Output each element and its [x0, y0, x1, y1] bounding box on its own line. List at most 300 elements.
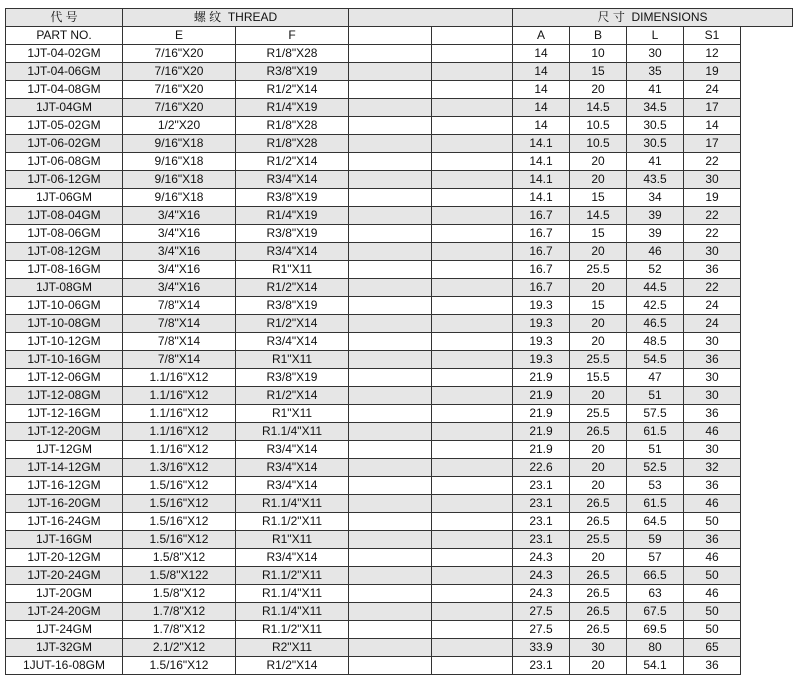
- dim-s1-cell: 65: [684, 639, 741, 657]
- table-body: [6, 45, 793, 675]
- dim-a-cell: 24.3: [513, 567, 570, 585]
- part-no-cell: 1JT-24-20GM: [6, 603, 123, 621]
- thread-e-cell: 1.5/16"X12: [123, 495, 236, 513]
- dim-b-cell: 20: [570, 657, 627, 675]
- dim-s1-cell: 50: [684, 567, 741, 585]
- blank-cell: [349, 135, 432, 153]
- dim-s1-cell: 36: [684, 477, 741, 495]
- dim-s1-cell: 22: [684, 225, 741, 243]
- dim-l-cell: 41: [627, 153, 684, 171]
- dim-l-cell: 43.5: [627, 171, 684, 189]
- dim-a-cell: 14: [513, 63, 570, 81]
- dim-s1-cell: 30: [684, 171, 741, 189]
- blank-cell: [432, 315, 513, 333]
- dim-b-cell: 26.5: [570, 621, 627, 639]
- thread-e-cell: 1.3/16"X12: [123, 459, 236, 477]
- blank-cell: [349, 531, 432, 549]
- thread-f-cell: R3/4"X14: [236, 243, 349, 261]
- dim-s1-cell: 46: [684, 585, 741, 603]
- blank-cell: [432, 549, 513, 567]
- part-no-cell: 1JT-04GM: [6, 99, 123, 117]
- blank-cell: [432, 621, 513, 639]
- dim-a-cell: 14.1: [513, 171, 570, 189]
- thread-f-cell: R1"X11: [236, 351, 349, 369]
- part-no-cell: 1JT-16-20GM: [6, 495, 123, 513]
- dim-b-cell: 26.5: [570, 423, 627, 441]
- dim-s1-cell: 46: [684, 423, 741, 441]
- dim-b-cell: 20: [570, 243, 627, 261]
- thread-f-cell: R1/8"X28: [236, 117, 349, 135]
- thread-e-cell: 7/8"X14: [123, 297, 236, 315]
- thread-e-cell: 7/16"X20: [123, 63, 236, 81]
- dim-l-cell: 61.5: [627, 423, 684, 441]
- part-no-cell: 1JT-32GM: [6, 639, 123, 657]
- blank-cell: [349, 99, 432, 117]
- a-header: A: [513, 27, 570, 45]
- dim-b-cell: 20: [570, 477, 627, 495]
- table-row: [6, 423, 793, 441]
- blank-header-cell: [349, 9, 513, 27]
- part-no-cell: 1JT-06-12GM: [6, 171, 123, 189]
- blank-cell: [432, 81, 513, 99]
- blank-cell: [432, 585, 513, 603]
- dim-l-cell: 64.5: [627, 513, 684, 531]
- dim-a-cell: 16.7: [513, 225, 570, 243]
- dim-l-cell: 35: [627, 63, 684, 81]
- part-no-cell: 1JT-12-06GM: [6, 369, 123, 387]
- blank-cell: [349, 189, 432, 207]
- blank-cell: [349, 171, 432, 189]
- dim-a-cell: 14.1: [513, 189, 570, 207]
- table-row: [6, 315, 793, 333]
- dimensions-header-en: DIMENSIONS: [631, 10, 708, 24]
- thread-e-cell: 1.5/8"X122: [123, 567, 236, 585]
- table-row: [6, 441, 793, 459]
- part-no-cell: 1JT-16-12GM: [6, 477, 123, 495]
- thread-e-cell: 1.5/16"X12: [123, 513, 236, 531]
- table-row: [6, 459, 793, 477]
- dim-a-cell: 23.1: [513, 513, 570, 531]
- table-row: [6, 405, 793, 423]
- dim-s1-cell: 46: [684, 549, 741, 567]
- l-header: L: [627, 27, 684, 45]
- table-row: [6, 279, 793, 297]
- blank-cell: [349, 423, 432, 441]
- thread-f-cell: R3/4"X14: [236, 459, 349, 477]
- dim-b-cell: 20: [570, 549, 627, 567]
- dim-s1-cell: 50: [684, 603, 741, 621]
- blank-cell: [432, 225, 513, 243]
- dim-b-cell: 25.5: [570, 261, 627, 279]
- thread-f-cell: R1.1/4"X11: [236, 423, 349, 441]
- dim-s1-cell: 19: [684, 63, 741, 81]
- thread-f-cell: R1/2"X14: [236, 81, 349, 99]
- dim-a-cell: 16.7: [513, 261, 570, 279]
- dim-s1-cell: 30: [684, 243, 741, 261]
- blank-cell: [349, 117, 432, 135]
- thread-e-cell: 2.1/2"X12: [123, 639, 236, 657]
- dim-l-cell: 39: [627, 225, 684, 243]
- blank-cell: [432, 171, 513, 189]
- table-row: [6, 585, 793, 603]
- blank-cell: [349, 243, 432, 261]
- dim-a-cell: 27.5: [513, 621, 570, 639]
- blank-cell: [432, 495, 513, 513]
- thread-e-cell: 1.5/8"X12: [123, 585, 236, 603]
- blank-header-cell: [432, 27, 513, 45]
- thread-f-cell: R3/8"X19: [236, 369, 349, 387]
- dim-a-cell: 23.1: [513, 531, 570, 549]
- dim-a-cell: 33.9: [513, 639, 570, 657]
- blank-cell: [432, 45, 513, 63]
- dim-b-cell: 25.5: [570, 405, 627, 423]
- table-row: [6, 207, 793, 225]
- table-row: [6, 567, 793, 585]
- dim-s1-cell: 32: [684, 459, 741, 477]
- part-no-cell: 1JT-06-08GM: [6, 153, 123, 171]
- blank-cell: [349, 657, 432, 675]
- dim-a-cell: 23.1: [513, 477, 570, 495]
- dim-b-cell: 10: [570, 45, 627, 63]
- thread-f-cell: R1.1/4"X11: [236, 495, 349, 513]
- thread-f-cell: R3/4"X14: [236, 549, 349, 567]
- blank-header-cell: [349, 27, 432, 45]
- dim-l-cell: 51: [627, 441, 684, 459]
- thread-f-cell: R1/2"X14: [236, 657, 349, 675]
- dim-a-cell: 14.1: [513, 135, 570, 153]
- dim-l-cell: 52.5: [627, 459, 684, 477]
- dim-a-cell: 21.9: [513, 387, 570, 405]
- dim-l-cell: 34: [627, 189, 684, 207]
- thread-f-cell: R3/4"X14: [236, 171, 349, 189]
- dim-s1-cell: 36: [684, 405, 741, 423]
- blank-cell: [432, 441, 513, 459]
- table-row: [6, 117, 793, 135]
- blank-cell: [349, 459, 432, 477]
- part-no-cell: 1JT-08-06GM: [6, 225, 123, 243]
- blank-cell: [432, 261, 513, 279]
- dim-a-cell: 14.1: [513, 153, 570, 171]
- blank-cell: [349, 405, 432, 423]
- thread-e-cell: 3/4"X16: [123, 207, 236, 225]
- dim-l-cell: 66.5: [627, 567, 684, 585]
- dim-a-cell: 16.7: [513, 243, 570, 261]
- blank-cell: [349, 387, 432, 405]
- part-no-cell: 1JT-16-24GM: [6, 513, 123, 531]
- dim-a-cell: 23.1: [513, 657, 570, 675]
- blank-cell: [432, 153, 513, 171]
- dim-s1-cell: 50: [684, 513, 741, 531]
- dim-s1-cell: 30: [684, 387, 741, 405]
- thread-e-cell: 7/8"X14: [123, 315, 236, 333]
- blank-cell: [432, 459, 513, 477]
- table-row: [6, 477, 793, 495]
- thread-f-cell: R1/2"X14: [236, 387, 349, 405]
- blank-cell: [349, 261, 432, 279]
- dim-b-cell: 15.5: [570, 369, 627, 387]
- part-no-cell: 1JT-20-12GM: [6, 549, 123, 567]
- thread-f-cell: R3/4"X14: [236, 477, 349, 495]
- dim-s1-cell: 17: [684, 135, 741, 153]
- table-row: [6, 603, 793, 621]
- table-row: [6, 63, 793, 81]
- part-no-cell: 1JT-08-16GM: [6, 261, 123, 279]
- blank-cell: [349, 315, 432, 333]
- table-row: [6, 369, 793, 387]
- thread-e-cell: 9/16"X18: [123, 135, 236, 153]
- thread-e-cell: 9/16"X18: [123, 171, 236, 189]
- thread-e-cell: 9/16"X18: [123, 189, 236, 207]
- dimensions-header-cn: 尺 寸: [597, 10, 625, 24]
- table-row: [6, 531, 793, 549]
- table-row: [6, 333, 793, 351]
- thread-e-cell: 1.7/8"X12: [123, 603, 236, 621]
- table-row: [6, 171, 793, 189]
- header-row-2: [6, 27, 793, 45]
- dim-a-cell: 16.7: [513, 279, 570, 297]
- part-no-cell: 1JT-14-12GM: [6, 459, 123, 477]
- blank-cell: [349, 45, 432, 63]
- table-row: [6, 189, 793, 207]
- dim-b-cell: 10.5: [570, 117, 627, 135]
- table-row: [6, 621, 793, 639]
- thread-f-cell: R1/2"X14: [236, 315, 349, 333]
- dim-s1-cell: 30: [684, 333, 741, 351]
- dim-l-cell: 41: [627, 81, 684, 99]
- thread-e-cell: 7/16"X20: [123, 45, 236, 63]
- part-no-cell: 1JT-10-06GM: [6, 297, 123, 315]
- dim-b-cell: 14.5: [570, 207, 627, 225]
- blank-cell: [349, 549, 432, 567]
- thread-f-cell: R1/8"X28: [236, 135, 349, 153]
- blank-cell: [432, 243, 513, 261]
- blank-cell: [349, 279, 432, 297]
- part-no-cell: 1JT-16GM: [6, 531, 123, 549]
- thread-f-cell: R1.1/4"X11: [236, 585, 349, 603]
- part-no-cell: 1JT-10-16GM: [6, 351, 123, 369]
- dim-s1-cell: 24: [684, 81, 741, 99]
- thread-e-cell: 3/4"X16: [123, 225, 236, 243]
- s1-header: S1: [684, 27, 741, 45]
- dim-l-cell: 46: [627, 243, 684, 261]
- blank-cell: [349, 63, 432, 81]
- thread-f-cell: R1/2"X14: [236, 153, 349, 171]
- part-no-cell: 1JT-20-24GM: [6, 567, 123, 585]
- table-row: [6, 153, 793, 171]
- dim-l-cell: 47: [627, 369, 684, 387]
- blank-cell: [349, 603, 432, 621]
- dim-s1-cell: 14: [684, 117, 741, 135]
- dim-s1-cell: 50: [684, 621, 741, 639]
- dim-a-cell: 14: [513, 45, 570, 63]
- part-no-header: PART NO.: [6, 27, 123, 45]
- thread-header-cn: 螺 纹: [193, 10, 222, 24]
- blank-cell: [349, 585, 432, 603]
- dim-a-cell: 21.9: [513, 405, 570, 423]
- dim-l-cell: 57: [627, 549, 684, 567]
- dim-b-cell: 15: [570, 189, 627, 207]
- blank-cell: [432, 477, 513, 495]
- thread-f-cell: R3/4"X14: [236, 333, 349, 351]
- dim-b-cell: 14.5: [570, 99, 627, 117]
- dim-l-cell: 53: [627, 477, 684, 495]
- dim-b-cell: 15: [570, 63, 627, 81]
- dim-l-cell: 42.5: [627, 297, 684, 315]
- thread-e-cell: 7/16"X20: [123, 99, 236, 117]
- blank-cell: [432, 639, 513, 657]
- table-row: [6, 657, 793, 675]
- part-no-cell: 1JT-05-02GM: [6, 117, 123, 135]
- dim-s1-cell: 36: [684, 531, 741, 549]
- thread-e-cell: 9/16"X18: [123, 153, 236, 171]
- table-row: [6, 639, 793, 657]
- part-no-cell: 1JT-06-02GM: [6, 135, 123, 153]
- thread-e-cell: 1.1/16"X12: [123, 423, 236, 441]
- dim-a-cell: 23.1: [513, 495, 570, 513]
- dim-s1-cell: 30: [684, 369, 741, 387]
- dim-l-cell: 69.5: [627, 621, 684, 639]
- dim-b-cell: 20: [570, 441, 627, 459]
- dim-a-cell: 21.9: [513, 369, 570, 387]
- dim-b-cell: 25.5: [570, 531, 627, 549]
- blank-cell: [349, 477, 432, 495]
- thread-dimensions-table: [5, 8, 793, 675]
- dim-l-cell: 80: [627, 639, 684, 657]
- table-row: [6, 513, 793, 531]
- blank-cell: [349, 81, 432, 99]
- part-no-cell: 1JT-12-08GM: [6, 387, 123, 405]
- blank-cell: [432, 567, 513, 585]
- b-header: B: [570, 27, 627, 45]
- dim-a-cell: 14: [513, 81, 570, 99]
- thread-e-cell: 1.5/16"X12: [123, 477, 236, 495]
- blank-cell: [432, 513, 513, 531]
- dim-a-cell: 22.6: [513, 459, 570, 477]
- thread-e-cell: 1.1/16"X12: [123, 405, 236, 423]
- dimensions-header: [513, 9, 793, 27]
- table-row: [6, 261, 793, 279]
- thread-f-cell: R1/2"X14: [236, 279, 349, 297]
- part-no-cell: 1JT-12-20GM: [6, 423, 123, 441]
- blank-cell: [432, 135, 513, 153]
- dim-s1-cell: 24: [684, 315, 741, 333]
- thread-f-cell: R1/4"X19: [236, 207, 349, 225]
- thread-e-cell: 1.5/16"X12: [123, 531, 236, 549]
- thread-f-cell: R3/8"X19: [236, 189, 349, 207]
- dim-l-cell: 46.5: [627, 315, 684, 333]
- dim-b-cell: 20: [570, 315, 627, 333]
- blank-cell: [432, 369, 513, 387]
- dim-a-cell: 27.5: [513, 603, 570, 621]
- part-no-cell: 1JT-12-16GM: [6, 405, 123, 423]
- thread-f-cell: R1.1/2"X11: [236, 621, 349, 639]
- thread-e-cell: 1.5/8"X12: [123, 549, 236, 567]
- part-no-cell: 1JT-10-08GM: [6, 315, 123, 333]
- thread-f-cell: R1/4"X19: [236, 99, 349, 117]
- dim-a-cell: 14: [513, 117, 570, 135]
- thread-f-cell: R2"X11: [236, 639, 349, 657]
- part-no-cell: 1JT-04-06GM: [6, 63, 123, 81]
- thread-f-cell: R3/4"X14: [236, 441, 349, 459]
- thread-f-cell: R3/8"X19: [236, 225, 349, 243]
- dim-l-cell: 39: [627, 207, 684, 225]
- dim-l-cell: 54.1: [627, 657, 684, 675]
- dim-l-cell: 30: [627, 45, 684, 63]
- blank-cell: [432, 333, 513, 351]
- blank-cell: [349, 297, 432, 315]
- code-header-cn: 代 号: [6, 9, 123, 27]
- dim-b-cell: 15: [570, 297, 627, 315]
- table-row: [6, 297, 793, 315]
- thread-f-cell: R1/8"X28: [236, 45, 349, 63]
- dim-b-cell: 26.5: [570, 567, 627, 585]
- table-row: [6, 135, 793, 153]
- blank-cell: [349, 621, 432, 639]
- thread-f-cell: R1"X11: [236, 261, 349, 279]
- table-row: [6, 243, 793, 261]
- dim-a-cell: 16.7: [513, 207, 570, 225]
- blank-cell: [349, 495, 432, 513]
- thread-e-cell: 3/4"X16: [123, 261, 236, 279]
- part-no-cell: 1JUT-16-08GM: [6, 657, 123, 675]
- table-row: [6, 387, 793, 405]
- dim-s1-cell: 36: [684, 261, 741, 279]
- blank-cell: [432, 99, 513, 117]
- blank-cell: [432, 189, 513, 207]
- thread-e-cell: 7/16"X20: [123, 81, 236, 99]
- dim-a-cell: 19.3: [513, 297, 570, 315]
- part-no-cell: 1JT-20GM: [6, 585, 123, 603]
- table-row: [6, 495, 793, 513]
- dim-l-cell: 44.5: [627, 279, 684, 297]
- thread-f-cell: R3/8"X19: [236, 297, 349, 315]
- dim-b-cell: 26.5: [570, 495, 627, 513]
- f-header: F: [236, 27, 349, 45]
- dim-s1-cell: 46: [684, 495, 741, 513]
- blank-cell: [349, 225, 432, 243]
- thread-e-cell: 1.1/16"X12: [123, 441, 236, 459]
- dim-s1-cell: 36: [684, 657, 741, 675]
- blank-cell: [432, 279, 513, 297]
- blank-cell: [349, 639, 432, 657]
- blank-cell: [432, 387, 513, 405]
- part-no-cell: 1JT-08-12GM: [6, 243, 123, 261]
- dim-a-cell: 24.3: [513, 549, 570, 567]
- thread-f-cell: R1.1/2"X11: [236, 513, 349, 531]
- dim-s1-cell: 36: [684, 351, 741, 369]
- blank-cell: [432, 297, 513, 315]
- dim-b-cell: 25.5: [570, 351, 627, 369]
- dim-a-cell: 19.3: [513, 315, 570, 333]
- blank-cell: [349, 369, 432, 387]
- dim-s1-cell: 24: [684, 297, 741, 315]
- part-no-cell: 1JT-08-04GM: [6, 207, 123, 225]
- thread-f-cell: R1.1/2"X11: [236, 567, 349, 585]
- dim-b-cell: 20: [570, 333, 627, 351]
- thread-e-cell: 7/8"X14: [123, 351, 236, 369]
- part-no-cell: 1JT-04-02GM: [6, 45, 123, 63]
- blank-cell: [432, 423, 513, 441]
- thread-f-cell: R1.1/4"X11: [236, 603, 349, 621]
- dim-l-cell: 30.5: [627, 117, 684, 135]
- dim-b-cell: 20: [570, 459, 627, 477]
- blank-cell: [432, 531, 513, 549]
- blank-cell: [432, 351, 513, 369]
- dim-b-cell: 15: [570, 225, 627, 243]
- thread-f-cell: R1"X11: [236, 531, 349, 549]
- dim-l-cell: 54.5: [627, 351, 684, 369]
- thread-e-cell: 1.7/8"X12: [123, 621, 236, 639]
